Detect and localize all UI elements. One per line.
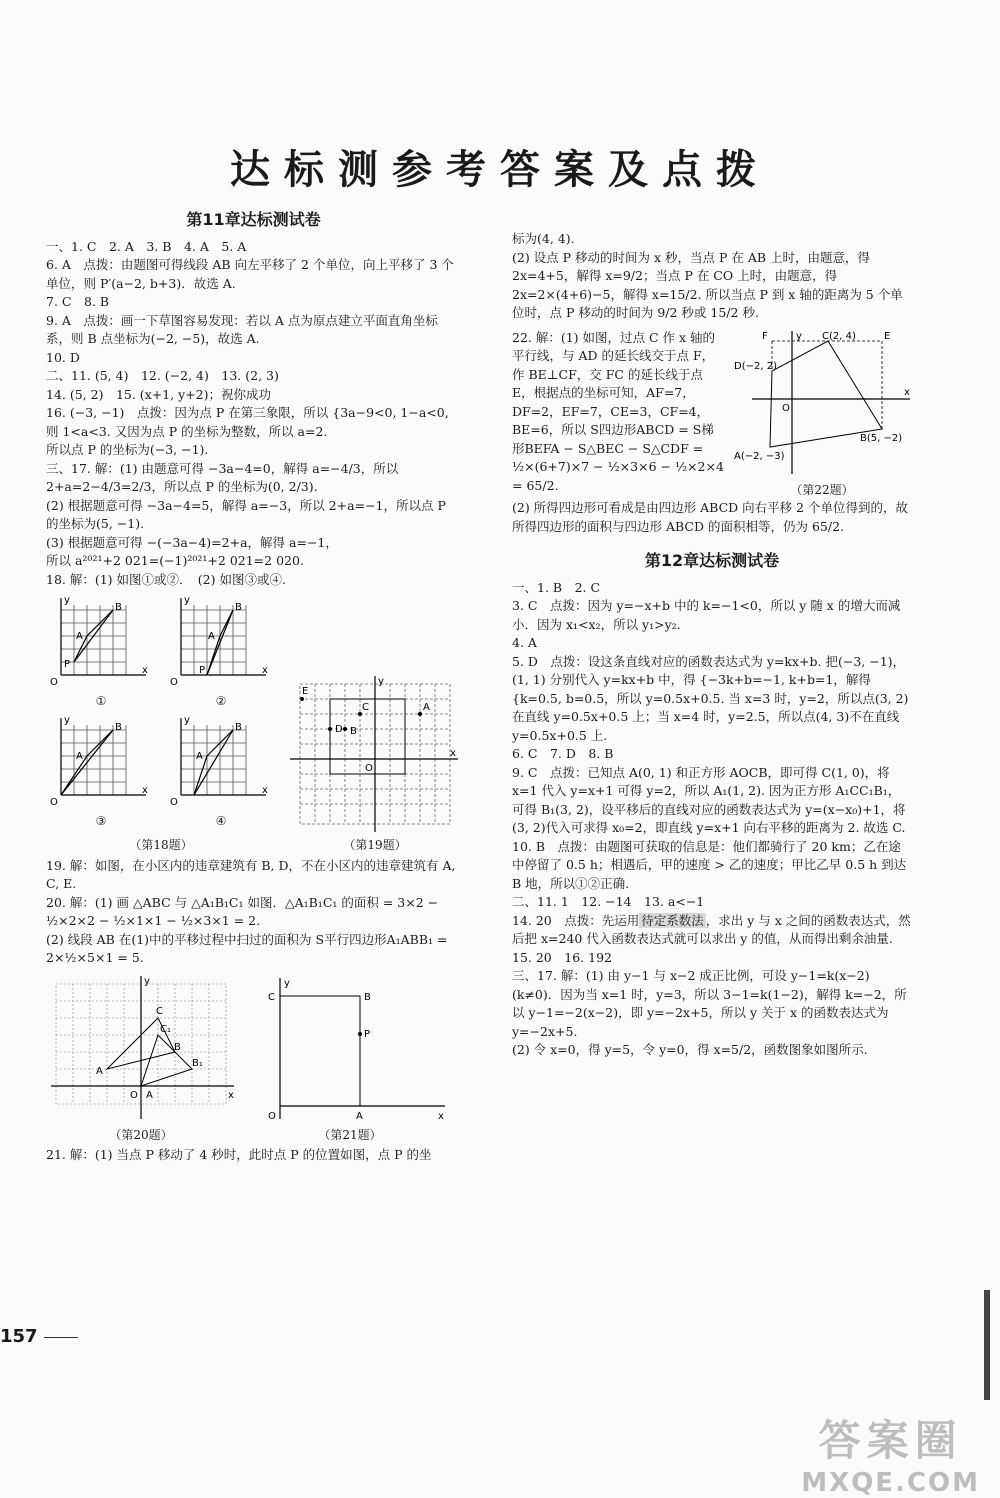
q22-block <box>512 329 912 500</box>
figure-18-4 <box>166 715 276 831</box>
svg-text:B: B <box>235 602 242 613</box>
svg-text:B: B <box>235 721 242 733</box>
svg-text:y: y <box>64 595 70 606</box>
svg-text:A: A <box>196 750 203 762</box>
chapter-12-heading: 第12章达标测试卷 <box>644 551 780 570</box>
figure-19 <box>290 674 460 855</box>
svg-text:A: A <box>146 1089 153 1101</box>
chapter-11-heading: 第11章达标测试卷 <box>186 210 321 229</box>
svg-text:A(−2, −3): A(−2, −3) <box>734 450 785 462</box>
answer-line: 10. B 点拨：由题图可获取的信息是：他们都骑行了 20 km；乙在途中停留了 0.5 h；相遇后，甲的速度 > 乙的速度；甲比乙早 0.5 h 到达 B 地，所以①②正确. <box>512 838 907 891</box>
svg-text:O: O <box>268 1110 276 1122</box>
figure-caption: （第20题） <box>109 1127 173 1142</box>
svg-text:B: B <box>174 1041 181 1053</box>
svg-text:C(2, 4): C(2, 4) <box>822 330 856 342</box>
svg-text:y: y <box>184 714 190 726</box>
watermark-logo: 答案圈 <box>818 1416 963 1465</box>
figure-label: ① <box>95 694 107 708</box>
svg-text:y: y <box>284 977 290 989</box>
answer-line: (2) 设点 P 移动的时间为 x 秒，当点 P 在 AB 上时，由题意，得 2x=4+5，解得 x=9/2；当点 P 在 CO 上时，由题意，得 <box>512 249 871 283</box>
svg-text:P: P <box>199 665 206 676</box>
grid-diagram <box>166 595 276 690</box>
answer-line: 则 1<a<3. 又因为点 P 的坐标为整数，所以 a=2. <box>46 423 328 439</box>
answer-line: 16. (−3, −1) 点拨：因为点 P 在第三象限，所以 {3a−9<0, 1−a<0, <box>46 405 449 420</box>
svg-text:A: A <box>96 1065 103 1077</box>
svg-text:A: A <box>423 702 430 713</box>
answer-line: 二、11. (5, 4) 12. (−2, 4) 13. (2, 3) <box>46 368 279 383</box>
svg-text:F: F <box>762 330 768 342</box>
grid-diagram <box>250 974 450 1124</box>
answer-line: 22. 解：(1) 如图，过点 C 作 x 轴的平行线，与 AD 的延长线交于点 F，作 BE⊥CF，交 FC 的延长线于点 E，根据点的坐标可知，AF=7，DF=2，EF=7，CE=3，CF=4，BE=6，所以 S四边形ABCD = S梯形BEFA − S△BEC − S△CDF = ½×(6+7)×7 − ½×3×6 − ½×2×4 = 65/2. <box>512 329 724 493</box>
figure-18-19-row <box>46 595 461 855</box>
figure-label: ③ <box>95 813 107 828</box>
svg-text:x: x <box>262 665 268 676</box>
svg-text:x: x <box>142 784 148 796</box>
answer-text: 14. 20 点拨：先运用 <box>512 912 640 928</box>
svg-text:E: E <box>302 686 309 697</box>
page-number <box>0 1326 78 1347</box>
grid-diagram <box>166 715 276 810</box>
svg-text:O: O <box>50 677 58 688</box>
page-title: 达标测参考答案及点拨 <box>230 146 770 193</box>
answer-line: 6. A 点拨：由题图可得线段 AB 向左平移了 2 个单位，向上平移了 3 个单位，则 P′(a−2, b+3)．故选 A. <box>46 257 454 291</box>
figure-18-1 <box>46 595 156 711</box>
answer-line: 9. A 点拨：画一下草图容易发现：若以 A 点为原点建立平面直角坐标系，则 B 点坐标为(−2, −5)，故选 A. <box>46 312 438 346</box>
answer-line: 一、1. B 2. C <box>512 579 601 595</box>
grid-diagram <box>46 595 156 690</box>
svg-text:x: x <box>142 665 148 676</box>
answer-line: (3) 根据题意可得 −(−3a−4)=2+a，解得 a=−1， <box>46 534 338 550</box>
svg-text:x: x <box>438 1110 444 1122</box>
highlight-term: 待定系数法 <box>641 912 704 928</box>
answer-line-14 <box>512 912 912 949</box>
figure-caption: （第21题） <box>318 1127 382 1142</box>
figure-20 <box>46 974 236 1145</box>
grid-diagram <box>46 974 236 1124</box>
svg-text:C: C <box>156 1005 163 1017</box>
svg-text:O: O <box>782 402 790 414</box>
answer-line: (2) 线段 AB 在(1)中的平移过程中扫过的面积为 S平行四边形A₁ABB₁ = 2×½×5×1 = 5. <box>46 931 448 965</box>
svg-text:O: O <box>50 796 58 808</box>
answer-line: 3. C 点拨：因为 y=−x+b 中的 k=−1<0，所以 y 随 x 的增大而减小．因为 x₁<x₂，所以 y₁>y₂. <box>512 598 901 632</box>
answer-line: 7. C 8. B <box>46 294 110 309</box>
answer-line: 18. 解：(1) 如图①或②． (2) 如图③或④. <box>46 571 286 587</box>
figure-caption: （第18题） <box>129 838 193 852</box>
grid-diagram <box>290 674 460 834</box>
svg-text:A: A <box>208 631 215 642</box>
answer-line: (2) 根据题意可得 −3a−4=5，解得 a=−3，所以 2+a=−1，所以点 P 的坐标为(5, −1). <box>46 497 446 531</box>
answer-line: 2x=2×(4+6)−5，解得 x=15/2. 所以当点 P 到 x 轴的距离为 5 个单位时，点 P 移动的时间为 9/2 秒或 15/2 秒. <box>512 286 903 320</box>
svg-text:A: A <box>356 1110 363 1122</box>
answer-line: 10. D <box>46 349 80 365</box>
svg-text:x: x <box>904 386 910 398</box>
grid-diagram <box>732 329 912 479</box>
svg-text:P: P <box>364 1028 371 1040</box>
svg-text:O: O <box>170 677 178 688</box>
answer-line: 一、1. C 2. A 3. B 4. A 5. A <box>46 238 247 254</box>
answer-line: 19. 解：如图，在小区内的违章建筑有 B, D，不在小区内的违章建筑有 A, C, E. <box>46 857 456 891</box>
answer-line: 15. 20 16. 192 <box>512 949 612 965</box>
svg-text:P: P <box>64 659 71 670</box>
svg-text:y: y <box>144 975 150 987</box>
answer-line: (2) 所得四边形可看成是由四边形 ABCD 向右平移 2 个单位得到的，故所得四边形的面积与四边形 ABCD 的面积相等，仍为 65/2. <box>512 500 909 534</box>
answer-line: 9. C 点拨：已知点 A(0, 1) 和正方形 AOCB，即可得 C(1, 0)，将 x=1 代入 y=x+1 可得 y=2，所以 A₁(1, 2). 因为正方形 A₁CC₁B₁，可得 B₁(3, 2)，设平移后的直线对应的函数表达式为 y=(x−x₀)+1，将(3, 2)代入可求得 x₀=2，即直线 y=x+1 向右平移的距离为 2. 故选 C. <box>512 764 906 835</box>
svg-text:E: E <box>884 330 891 342</box>
page-edge-bar <box>984 1290 990 1400</box>
svg-text:O: O <box>170 796 178 808</box>
svg-text:D(−2, 2): D(−2, 2) <box>734 360 777 372</box>
svg-text:y: y <box>184 595 190 606</box>
svg-text:B: B <box>350 726 357 737</box>
svg-text:C: C <box>362 702 369 713</box>
answer-line: 三、17. 解：(1) 由 y−1 与 x−2 成正比例，可设 y−1=k(x−2)(k≠0)．因为当 x=1 时，y=3，所以 3−1=k(1−2)，解得 k=−2，所以 y−1=−2(x−2)，即 y=−2x+5，所以 y 关于 x 的函数表达式为 y=−2x+5. <box>512 968 907 1039</box>
svg-text:x: x <box>450 748 456 759</box>
right-column <box>512 230 912 1060</box>
svg-text:x: x <box>228 1089 234 1101</box>
svg-text:B(5, −2): B(5, −2) <box>860 432 903 444</box>
figure-18-3 <box>46 715 156 831</box>
page-number-text: 157 <box>0 1326 38 1347</box>
svg-text:y: y <box>378 676 384 687</box>
watermark-url: MXQE.COM <box>801 1468 980 1498</box>
answer-line: 标为(4, 4). <box>512 231 575 246</box>
answer-line: 4. A <box>512 635 537 650</box>
figure-18-2 <box>166 595 276 711</box>
answer-line: 14. (5, 2) 15. (x+1, y+2)；祝你成功 <box>46 386 271 402</box>
answer-line: 21. 解：(1) 当点 P 移动了 4 秒时，此时点 P 的位置如图，点 P 的坐 <box>46 1147 432 1162</box>
svg-text:B: B <box>364 991 371 1003</box>
answer-text: ，求出 y 与 x 之间的函数表达式，然后把 x=240 代入函数表达式就可以求出 y 的值，从而得出剩余油量. <box>512 912 911 946</box>
answer-line: 所以 a²⁰²¹+2 021=(−1)²⁰²¹+2 021=2 020. <box>46 553 304 568</box>
figure-caption: （第19题） <box>343 838 407 852</box>
svg-text:O: O <box>365 763 373 774</box>
svg-text:B: B <box>115 721 122 733</box>
grid-diagram <box>46 715 156 810</box>
answer-line: 三、17. 解：(1) 由题意可得 −3a−4=0，解得 a=−4/3，所以 2+a=2−4/3=2/3，所以点 P 的坐标为(0, 2/3). <box>46 460 399 494</box>
answer-line: 6. C 7. D 8. B <box>512 746 614 761</box>
figure-label: ② <box>215 694 227 708</box>
svg-text:A: A <box>76 631 83 642</box>
answer-line: 5. D 点拨：设这条直线对应的函数表达式为 y=kx+b. 把(−3, −1)，(1, 1) 分别代入 y=kx+b 中，得 {−3k+b=−1, k+b=1，解得 {k=0.5, b=0.5，所以 y=0.5x+0.5. 当 x=3 时，y=2，所以点(3, 2)在直线 y=0.5x+0.5 上；当 x=4 时，y=2.5，所以点(4, 3)不在直线 y=0.5x+0.5 上. <box>512 653 909 743</box>
watermark <box>801 1408 980 1498</box>
answer-line: (2) 令 x=0，得 y=5，令 y=0，得 x=5/2，函数图象如图所示. <box>512 1042 868 1057</box>
answer-line: 二、11. 1 12. −14 13. a<−1 <box>512 894 705 909</box>
figure-20-21-row <box>46 974 461 1145</box>
svg-text:x: x <box>262 784 268 796</box>
left-column <box>46 205 461 1165</box>
figure-caption: （第22题） <box>790 482 854 497</box>
answer-line: 20. 解：(1) 画 △ABC 与 △A₁B₁C₁ 如图．△A₁B₁C₁ 的面积 = 3×2 − ½×2×2 − ½×1×1 − ½×3×1 = 2. <box>46 894 439 928</box>
answer-line: 所以点 P 的坐标为(−3, −1). <box>46 442 209 457</box>
figure-label: ④ <box>215 813 227 828</box>
svg-text:O: O <box>130 1089 138 1101</box>
figure-21 <box>250 974 450 1145</box>
svg-text:y: y <box>64 714 70 726</box>
svg-text:C₁: C₁ <box>160 1023 171 1035</box>
svg-text:D: D <box>335 724 343 735</box>
svg-text:C: C <box>268 991 275 1003</box>
svg-text:A: A <box>76 750 83 762</box>
figure-22 <box>732 329 912 500</box>
svg-text:B: B <box>115 602 122 613</box>
svg-text:y: y <box>796 330 802 342</box>
svg-text:B₁: B₁ <box>192 1057 203 1069</box>
